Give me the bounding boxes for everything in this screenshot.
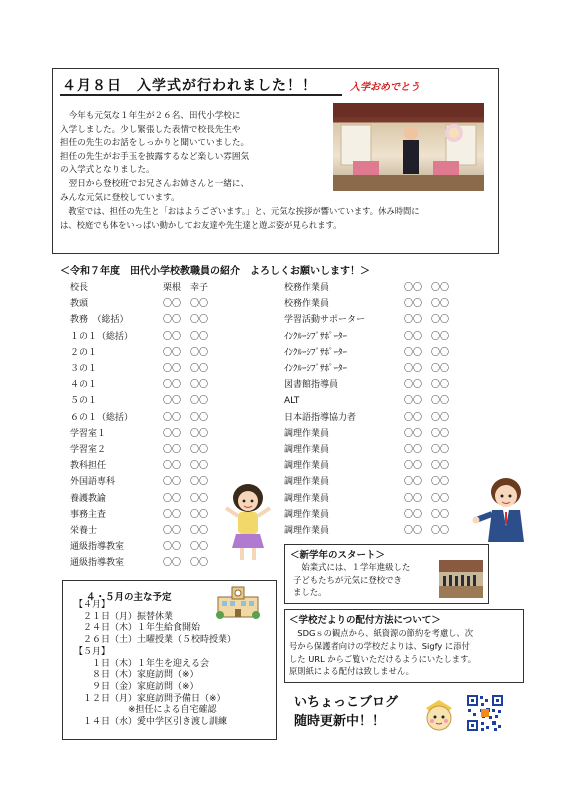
staff-role: 調理作業員 (284, 526, 330, 536)
schedule-line: １２日（月）家庭訪問予備日（※） (74, 693, 226, 704)
schedule-line: ８日（木）家庭訪問（※） (74, 670, 199, 681)
staff-name: 〇〇 〇〇 (404, 396, 450, 407)
staff-role: 教頭 (70, 299, 89, 310)
schedule-line: 【４月】 (74, 600, 111, 610)
staff-role: 調理作業員 (284, 461, 330, 472)
staff-name: 〇〇 〇〇 (404, 315, 450, 326)
staff-role: ５の１ (70, 396, 98, 407)
opening-ceremony-photo (439, 560, 483, 598)
title-underline (60, 94, 342, 96)
schedule-line: １日（木）１年生を迎える会 (74, 658, 210, 669)
school-building-icon (216, 585, 260, 619)
blog-title: いちょっこブログ (294, 695, 399, 710)
staff-role: 外国語専科 (70, 477, 116, 488)
staff-name: 〇〇 〇〇 (163, 396, 209, 407)
staff-role: ６の１（総括） (70, 412, 134, 423)
schedule-line: ２６日（土）土曜授業（５校時授業） (74, 635, 237, 646)
distribution-line: 原則紙による配付は致しません。 (289, 666, 414, 677)
distribution-line: SDGｓの観点から、紙資源の節約を考慮し、次 (289, 628, 474, 638)
staff-name: 〇〇 〇〇 (163, 315, 209, 326)
staff-name: 〇〇 〇〇 (163, 526, 209, 536)
schedule-line: １４日（水）愛中学区引き渡し訓練 (74, 717, 228, 727)
schedule-heading: ４・５月の主な予定 (86, 592, 172, 603)
new-year-heading: ＜新学年のスタート＞ (290, 550, 386, 561)
staff-role: ２の１ (70, 347, 98, 358)
staff-role: 調理作業員 (284, 509, 330, 520)
staff-name: 〇〇 〇〇 (404, 445, 450, 455)
article-line: 翌日から登校班でお兄さんお姉さんと一緒に、 (60, 178, 250, 189)
staff-role: 日本語指導協力者 (284, 412, 357, 423)
staff-name: 〇〇 〇〇 (163, 445, 209, 455)
staff-role: 教務 （総括） (70, 315, 129, 326)
article-line: は、校庭でも体をいっぱい動かしてお友達や先生達と遊ぶ姿が見られます。 (60, 219, 342, 230)
schedule-line: ２４日（木）１年生給食開始 (74, 623, 201, 634)
staff-role: 学習活動サポーター (284, 315, 366, 326)
article-title: ４月８日 入学式が行われました！！ (62, 78, 317, 94)
staff-role: 通級指導教室 (70, 558, 125, 569)
staff-role: 図書館指導員 (284, 380, 339, 391)
teacher-boy-illustration (472, 476, 532, 542)
staff-role: ALT (284, 396, 300, 407)
article-line: 入学しました。少し緊張した表情で校長先生や (60, 124, 241, 135)
staff-name: 〇〇 〇〇 (404, 412, 450, 423)
distribution-heading: ＜学校だよりの配付方法について＞ (289, 615, 441, 626)
article-line: の入学式となりました。 (60, 165, 155, 176)
new-year-line: 子どもたちが元気に登校でき (293, 574, 402, 585)
staff-role: 学習室１ (70, 428, 107, 439)
schedule-line: ９日（金）家庭訪問（※） (74, 681, 199, 692)
staff-name: 〇〇 〇〇 (163, 331, 209, 342)
staff-name: 〇〇 〇〇 (404, 364, 450, 374)
staff-role: 調理作業員 (284, 445, 330, 455)
staff-name: 〇〇 〇〇 (404, 380, 450, 391)
staff-name: 〇〇 〇〇 (404, 461, 450, 472)
staff-role: 養護教諭 (70, 493, 107, 504)
staff-role: 調理作業員 (284, 477, 330, 488)
staff-role: 学習室２ (70, 445, 107, 455)
staff-name: 〇〇 〇〇 (404, 509, 450, 520)
staff-heading: ＜令和７年度 田代小学校教職員の紹介 よろしくお願いします！＞ (60, 266, 370, 277)
staff-role: ３の１ (70, 364, 98, 374)
distribution-line: 号から保護者向けの学校だよりは、Sigfy に添付 (289, 640, 470, 651)
article-line: 担任の先生のお話をしっかりと聞いていました。 (60, 138, 250, 149)
new-year-line: ました。 (293, 587, 327, 597)
staff-name: 〇〇 〇〇 (163, 347, 209, 358)
staff-role: 校務作業員 (284, 299, 330, 310)
staff-role: 栄養士 (70, 526, 98, 536)
teacher-girl-illustration (222, 482, 274, 564)
staff-role: 校長 (70, 283, 89, 293)
staff-name: 〇〇 〇〇 (404, 428, 450, 439)
article-line: みんな元気に登校しています。 (60, 192, 180, 203)
qr-code-icon[interactable] (466, 694, 504, 732)
schedule-line: 【５月】 (74, 646, 111, 657)
staff-name: 〇〇 〇〇 (404, 493, 450, 504)
article-line: 教室では、担任の先生と「おはようございます。」と、元気な挨拶が響いています。休み時間に (60, 206, 420, 217)
new-year-line: 始業式には、１学年進級した (293, 562, 411, 572)
schedule-line: ※担任による自宅確認 (74, 705, 217, 716)
staff-role: ｲﾝｸﾙｰｼﾌﾞｻﾎﾟｰﾀｰ (284, 331, 348, 342)
staff-name: 〇〇 〇〇 (163, 380, 209, 391)
article-subtitle: 入学おめでとう (350, 82, 420, 93)
staff-role: １の１（総括） (70, 331, 134, 342)
staff-name: 〇〇 〇〇 (163, 428, 209, 439)
staff-role: ４の１ (70, 380, 98, 391)
staff-role: ｲﾝｸﾙｰｼﾌﾞｻﾎﾟｰﾀｰ (284, 347, 348, 358)
staff-name: 〇〇 〇〇 (163, 299, 209, 310)
staff-name: 〇〇 〇〇 (404, 283, 450, 293)
article-line: 担任の先生がお手玉を披露するなど楽しい雰囲気 (60, 151, 250, 162)
staff-role: ｲﾝｸﾙｰｼﾌﾞｻﾎﾟｰﾀｰ (284, 364, 348, 374)
staff-role: 校務作業員 (284, 283, 330, 293)
staff-name: 〇〇 〇〇 (163, 412, 209, 423)
staff-name: 〇〇 〇〇 (163, 461, 209, 472)
staff-name: 〇〇 〇〇 (163, 558, 209, 569)
staff-name: 〇〇 〇〇 (163, 364, 209, 374)
staff-name: 〇〇 〇〇 (163, 477, 209, 488)
staff-role: 調理作業員 (284, 428, 330, 439)
schedule-line: ２１日（月）振替休業 (74, 611, 174, 622)
staff-name: 〇〇 〇〇 (163, 493, 209, 504)
staff-name: 〇〇 〇〇 (404, 347, 450, 358)
staff-name: 〇〇 〇〇 (404, 477, 450, 488)
mascot-illustration (420, 698, 458, 736)
staff-name: 栗根 幸子 (163, 283, 209, 293)
staff-role: 通級指導教室 (70, 542, 125, 553)
article-line: 今年も元気な１年生が２６名、田代小学校に (60, 111, 241, 121)
distribution-body (289, 627, 519, 678)
staff-role: 教科担任 (70, 461, 107, 472)
staff-name: 〇〇 〇〇 (404, 526, 450, 536)
staff-role: 事務主査 (70, 509, 107, 520)
staff-name: 〇〇 〇〇 (163, 509, 209, 520)
new-year-body (293, 561, 433, 599)
staff-name: 〇〇 〇〇 (404, 299, 450, 310)
distribution-line: した URL からご覧いただけるようにいたします。 (289, 653, 477, 664)
entrance-ceremony-photo (333, 103, 484, 191)
staff-name: 〇〇 〇〇 (404, 331, 450, 342)
staff-role: 調理作業員 (284, 493, 330, 504)
staff-name: 〇〇 〇〇 (163, 542, 209, 553)
blog-subtitle: 随時更新中！！ (294, 714, 386, 729)
